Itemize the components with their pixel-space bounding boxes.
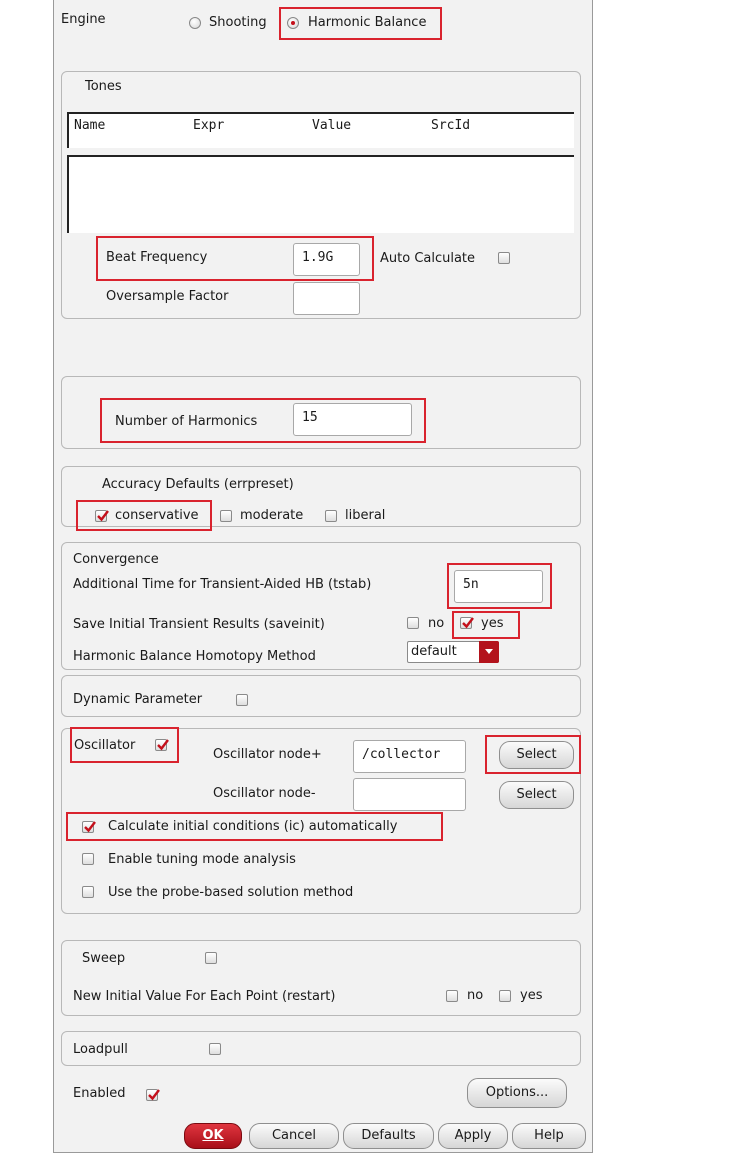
defaults-button[interactable]: Defaults xyxy=(343,1123,434,1149)
cancel-button[interactable]: Cancel xyxy=(249,1123,339,1149)
beat-frequency-input[interactable]: 1.9G xyxy=(293,243,360,276)
enabled-checkbox[interactable] xyxy=(146,1089,158,1101)
restart-label: New Initial Value For Each Point (restart) xyxy=(73,989,336,1004)
tstab-input[interactable]: 5n xyxy=(454,570,543,603)
hb-analysis-form xyxy=(53,0,593,1153)
tones-table-body[interactable] xyxy=(67,155,574,233)
saveinit-yes-checkbox[interactable] xyxy=(460,617,472,629)
oscillator-label: Oscillator xyxy=(74,738,136,753)
ok-button[interactable]: OK xyxy=(184,1123,242,1149)
convergence-title: Convergence xyxy=(73,552,159,567)
loadpull-label: Loadpull xyxy=(73,1042,128,1057)
conservative-checkbox[interactable] xyxy=(95,510,107,522)
harmonics-label: Number of Harmonics xyxy=(115,414,258,429)
apply-button[interactable]: Apply xyxy=(438,1123,508,1149)
tones-title: Tones xyxy=(85,79,122,94)
calc-ic-label[interactable]: Calculate initial conditions (ic) automatically xyxy=(108,819,398,834)
col-name[interactable]: Name xyxy=(74,118,106,133)
tones-table-header xyxy=(67,112,574,148)
moderate-label[interactable]: moderate xyxy=(240,508,304,523)
auto-calculate-label: Auto Calculate xyxy=(380,251,476,266)
loadpull-group xyxy=(61,1031,581,1066)
col-srcid[interactable]: SrcId xyxy=(431,118,471,133)
options-button[interactable]: Options... xyxy=(467,1078,567,1108)
loadpull-checkbox[interactable] xyxy=(209,1043,221,1055)
saveinit-no-checkbox[interactable] xyxy=(407,617,419,629)
harmonics-input[interactable]: 15 xyxy=(293,403,412,436)
col-value[interactable]: Value xyxy=(312,118,352,133)
accuracy-title: Accuracy Defaults (errpreset) xyxy=(102,477,294,492)
engine-label: Engine xyxy=(61,12,106,27)
beat-frequency-label: Beat Frequency xyxy=(106,250,208,265)
oscillator-checkbox[interactable] xyxy=(155,739,167,751)
dynamic-parameter-checkbox[interactable] xyxy=(236,694,248,706)
conservative-label[interactable]: conservative xyxy=(115,508,199,523)
sweep-checkbox[interactable] xyxy=(205,952,217,964)
node-plus-input[interactable]: /collector xyxy=(353,740,466,773)
homotopy-value: default xyxy=(411,644,457,659)
sweep-label: Sweep xyxy=(82,951,126,966)
tstab-label: Additional Time for Transient-Aided HB (tstab) xyxy=(73,577,372,592)
oversample-label: Oversample Factor xyxy=(106,289,229,304)
restart-yes-label[interactable]: yes xyxy=(520,988,543,1003)
select-node-minus-button[interactable]: Select xyxy=(499,781,574,809)
col-expr[interactable]: Expr xyxy=(193,118,225,133)
moderate-checkbox[interactable] xyxy=(220,510,232,522)
liberal-checkbox[interactable] xyxy=(325,510,337,522)
restart-no-checkbox[interactable] xyxy=(446,990,458,1002)
saveinit-no-label[interactable]: no xyxy=(428,616,445,631)
help-button[interactable]: Help xyxy=(512,1123,586,1149)
shooting-radio[interactable] xyxy=(189,17,201,29)
restart-no-label[interactable]: no xyxy=(467,988,484,1003)
saveinit-yes-label[interactable]: yes xyxy=(481,616,504,631)
tuning-mode-label[interactable]: Enable tuning mode analysis xyxy=(108,852,296,867)
dynamic-parameter-label: Dynamic Parameter xyxy=(73,692,203,707)
node-plus-label: Oscillator node+ xyxy=(213,747,322,762)
homotopy-select[interactable] xyxy=(407,641,499,663)
node-minus-input[interactable] xyxy=(353,778,466,811)
probe-method-label[interactable]: Use the probe-based solution method xyxy=(108,885,354,900)
tuning-mode-checkbox[interactable] xyxy=(82,853,94,865)
chevron-down-icon[interactable] xyxy=(479,641,499,663)
sweep-group xyxy=(61,940,581,1016)
homotopy-label: Harmonic Balance Homotopy Method xyxy=(73,649,316,664)
harmonic-balance-radio[interactable] xyxy=(287,17,299,29)
oversample-input[interactable] xyxy=(293,282,360,315)
probe-method-checkbox[interactable] xyxy=(82,886,94,898)
node-minus-label: Oscillator node- xyxy=(213,786,316,801)
auto-calculate-checkbox[interactable] xyxy=(498,252,510,264)
shooting-label[interactable]: Shooting xyxy=(209,15,267,30)
select-node-plus-button[interactable]: Select xyxy=(499,741,574,769)
calc-ic-checkbox[interactable] xyxy=(82,821,94,833)
saveinit-label: Save Initial Transient Results (saveinit) xyxy=(73,617,325,632)
harmonic-balance-label[interactable]: Harmonic Balance xyxy=(308,15,427,30)
restart-yes-checkbox[interactable] xyxy=(499,990,511,1002)
enabled-label: Enabled xyxy=(73,1086,126,1101)
liberal-label[interactable]: liberal xyxy=(345,508,386,523)
